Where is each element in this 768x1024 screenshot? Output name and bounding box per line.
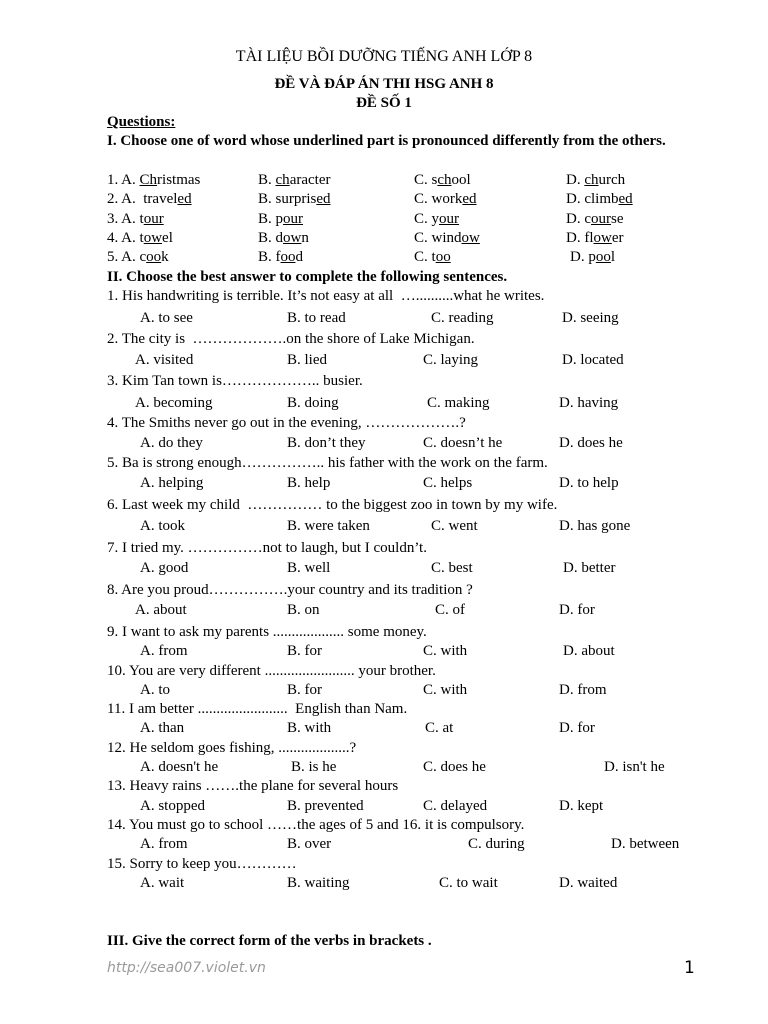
answer-option: D. located — [562, 352, 624, 368]
underlined-sound: ed — [462, 191, 477, 207]
answer-option: D. having — [559, 395, 619, 411]
document-title: TÀI LIỆU BỒI DƯỠNG TIẾNG ANH LỚP 8 — [235, 48, 533, 65]
answer-option: B. lied — [287, 352, 327, 368]
answer-option: B. over — [287, 836, 332, 852]
section1-option — [414, 171, 471, 189]
underlined-sound: ow — [461, 230, 480, 246]
underlined-sound: ow — [143, 230, 163, 246]
option-text: l — [610, 249, 616, 265]
option-text: er — [611, 230, 624, 246]
answer-option: D. better — [563, 560, 616, 576]
answer-option: A. about — [135, 602, 187, 618]
document-subtitle: ĐỀ VÀ ĐÁP ÁN THI HSG ANH 8 — [274, 76, 494, 92]
section1-option — [566, 229, 624, 247]
option-text: 3. A. t — [107, 211, 144, 227]
option-text: C. y — [414, 211, 440, 227]
section1-option — [414, 190, 477, 208]
answer-option: C. does he — [423, 759, 486, 775]
section2-title: II. Choose the best answer to complete the following sentences. — [107, 269, 508, 285]
underlined-sound: oo — [595, 249, 611, 265]
option-text: C. work — [414, 191, 463, 207]
exam-number: ĐỀ SỐ 1 — [356, 95, 412, 111]
answer-option: C. making — [427, 395, 490, 411]
underlined-sound: oo — [146, 249, 162, 265]
answer-option: A. helping — [140, 475, 204, 491]
answer-option: C. at — [425, 720, 454, 736]
question-text: 15. Sorry to keep you………… — [107, 856, 297, 872]
section1-option — [107, 190, 192, 208]
answer-option: B. were taken — [287, 518, 370, 534]
option-text: urch — [598, 172, 626, 188]
section1-option — [107, 171, 200, 189]
option-text: B. — [258, 172, 276, 188]
option-text: B. d — [258, 230, 284, 246]
answer-option: C. doesn’t he — [423, 435, 503, 451]
answer-option: B. for — [287, 682, 322, 698]
answer-option: A. from — [140, 643, 188, 659]
option-text: n — [301, 230, 309, 246]
underlined-sound: ed — [618, 191, 633, 207]
answer-option: A. good — [140, 560, 189, 576]
answer-option: A. stopped — [140, 798, 205, 814]
answer-option: B. with — [287, 720, 332, 736]
question-text: 1. His handwriting is terrible. It’s not easy at all …..........what he writes. — [107, 288, 545, 304]
answer-option: B. is he — [291, 759, 337, 775]
questions-label: Questions: — [107, 114, 176, 130]
answer-option: C. delayed — [423, 798, 488, 814]
question-text: 10. You are very different ........................ your brother. — [107, 663, 436, 679]
answer-option: D. seeing — [562, 310, 619, 326]
section3-title: III. Give the correct form of the verbs in brackets . — [107, 933, 432, 949]
section1-option — [414, 210, 459, 228]
answer-option: A. than — [140, 720, 185, 736]
option-text: D. c — [566, 211, 591, 227]
answer-option: A. to — [140, 682, 170, 698]
answer-option: A. do they — [140, 435, 203, 451]
question-text: 2. The city is ……………….on the shore of Lake Michigan. — [107, 331, 475, 347]
option-text: B. surpris — [258, 191, 317, 207]
answer-option: B. doing — [287, 395, 339, 411]
option-text: aracter — [289, 172, 331, 188]
section1-option — [107, 210, 164, 228]
option-text: B. f — [258, 249, 281, 265]
answer-option: A. visited — [135, 352, 194, 368]
answer-option: C. during — [468, 836, 525, 852]
underlined-sound: our — [591, 211, 611, 227]
section1-option — [566, 210, 624, 228]
answer-option: D. isn't he — [604, 759, 665, 775]
answer-option: D. waited — [559, 875, 618, 891]
underlined-sound: our — [439, 211, 460, 227]
answer-option: C. helps — [423, 475, 473, 491]
answer-option: B. waiting — [287, 875, 350, 891]
option-text: B. p — [258, 211, 284, 227]
answer-option: B. well — [287, 560, 331, 576]
answer-option: C. with — [423, 643, 468, 659]
section1-option — [258, 229, 309, 247]
option-text: 2. A. travel — [107, 191, 178, 207]
option-text: el — [162, 230, 173, 246]
answer-option: C. of — [435, 602, 465, 618]
option-text: D. climb — [566, 191, 619, 207]
footer-url[interactable]: http://sea007.violet.vn — [107, 960, 266, 976]
answer-option: B. on — [287, 602, 320, 618]
answer-option: A. took — [140, 518, 185, 534]
option-text: C. t — [414, 249, 436, 265]
answer-option: D. kept — [559, 798, 604, 814]
answer-option: C. went — [431, 518, 478, 534]
underlined-sound: oo — [435, 249, 451, 265]
option-text: k — [161, 249, 169, 265]
option-text: 1. A. — [107, 172, 140, 188]
underlined-sound: oo — [280, 249, 296, 265]
answer-option: B. for — [287, 643, 322, 659]
answer-option: D. between — [611, 836, 680, 852]
underlined-sound: ed — [316, 191, 331, 207]
option-text: D. p — [570, 249, 596, 265]
underlined-sound: ed — [177, 191, 192, 207]
answer-option: B. don’t they — [287, 435, 366, 451]
option-text: D. fl — [566, 230, 594, 246]
underlined-sound: ow — [593, 230, 612, 246]
question-text: 6. Last week my child …………… to the biggest zoo in town by my wife. — [107, 497, 558, 513]
option-text: d — [295, 249, 303, 265]
answer-option: D. from — [559, 682, 607, 698]
section1-option — [414, 229, 480, 247]
question-text: 12. He seldom goes fishing, ...................? — [107, 740, 357, 756]
section1-option — [566, 171, 625, 189]
underlined-sound: our — [143, 211, 164, 227]
answer-option: A. to see — [140, 310, 193, 326]
question-text: 7. I tried my. ……………not to laugh, but I couldn’t. — [107, 540, 427, 556]
answer-option: D. does he — [559, 435, 623, 451]
question-text: 13. Heavy rains …….the plane for several hours — [107, 778, 399, 794]
option-text: se — [611, 211, 624, 227]
answer-option: D. for — [559, 720, 595, 736]
answer-option: C. with — [423, 682, 468, 698]
answer-option: D. about — [563, 643, 615, 659]
answer-option: C. best — [431, 560, 473, 576]
underlined-sound: ch — [584, 172, 599, 188]
section1-option — [258, 171, 330, 189]
answer-option: B. to read — [287, 310, 346, 326]
answer-option: A. wait — [140, 875, 185, 891]
section1-option — [258, 248, 303, 266]
section1-option — [566, 190, 633, 208]
option-text: D. — [566, 172, 585, 188]
question-text: 11. I am better ........................ English than Nam. — [107, 701, 408, 717]
underlined-sound: our — [283, 211, 304, 227]
answer-option: D. has gone — [559, 518, 631, 534]
underlined-sound: Ch — [139, 172, 158, 188]
answer-option: C. reading — [431, 310, 494, 326]
section1-option — [414, 248, 451, 266]
option-text: ristmas — [157, 172, 201, 188]
option-text: C. s — [414, 172, 438, 188]
answer-option: D. for — [559, 602, 595, 618]
page-number: 1 — [684, 958, 695, 978]
answer-option: D. to help — [559, 475, 619, 491]
answer-option: A. from — [140, 836, 188, 852]
answer-option: B. prevented — [287, 798, 364, 814]
question-text: 9. I want to ask my parents ................... some money. — [107, 624, 427, 640]
section1-option — [258, 190, 331, 208]
question-text: 3. Kim Tan town is……………….. busier. — [107, 373, 363, 389]
section1-option — [107, 229, 173, 247]
option-text: C. wind — [414, 230, 462, 246]
option-text: 4. A. t — [107, 230, 144, 246]
section1-option — [258, 210, 303, 228]
option-text: ool — [451, 172, 471, 188]
answer-option: A. doesn't he — [140, 759, 219, 775]
section1-option — [107, 248, 169, 266]
answer-option: C. to wait — [439, 875, 498, 891]
answer-option: C. laying — [423, 352, 478, 368]
underlined-sound: ch — [275, 172, 290, 188]
question-text: 14. You must go to school ……the ages of 5 and 16. it is compulsory. — [107, 817, 525, 833]
answer-option: B. help — [287, 475, 331, 491]
underlined-sound: ch — [437, 172, 452, 188]
question-text: 4. The Smiths never go out in the evening, ……………….? — [107, 415, 466, 431]
underlined-sound: ow — [283, 230, 302, 246]
section1-option — [570, 248, 615, 266]
option-text: 5. A. c — [107, 249, 147, 265]
answer-option: A. becoming — [135, 395, 213, 411]
section1-title: I. Choose one of word whose underlined part is pronounced differently from the others. — [107, 133, 666, 149]
question-text: 8. Are you proud…………….your country and its tradition ? — [107, 582, 473, 598]
question-text: 5. Ba is strong enough…………….. his father with the work on the farm. — [107, 455, 548, 471]
